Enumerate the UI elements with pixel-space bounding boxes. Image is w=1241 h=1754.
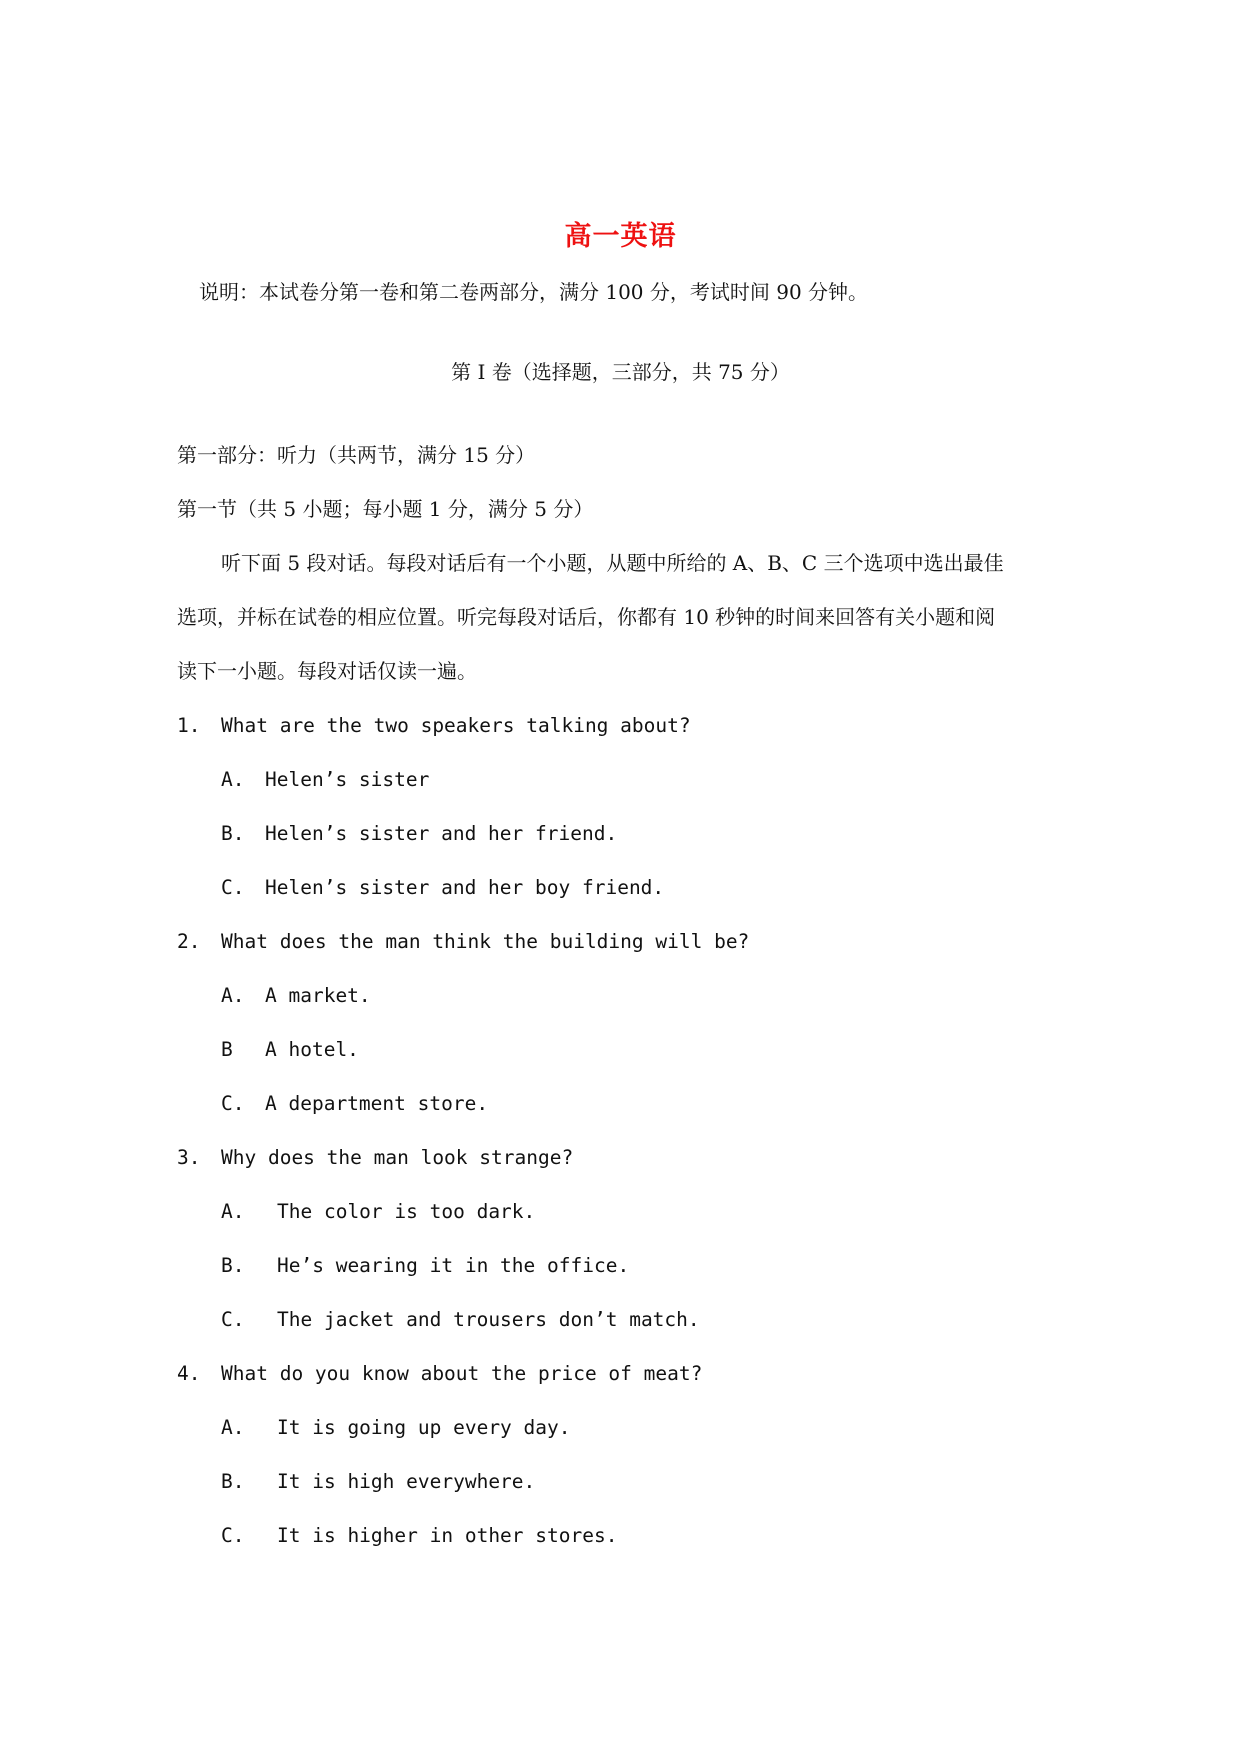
option-text: The jacket and trousers don’t match. — [277, 1308, 700, 1331]
option-3c — [221, 1307, 700, 1333]
option-label: C. — [221, 1092, 245, 1115]
option-2c — [221, 1091, 489, 1117]
option-label: B. — [221, 822, 245, 845]
option-2a — [221, 983, 371, 1009]
question-number: 1. — [177, 714, 201, 737]
option-3b — [221, 1253, 630, 1279]
option-label: A. — [221, 1200, 245, 1223]
question-1 — [177, 713, 691, 739]
question-4 — [177, 1361, 703, 1387]
option-label: C. — [221, 876, 245, 899]
exam-intro: 说明：本试卷分第一卷和第二卷两部分，满分 100 分，考试时间 90 分钟。 — [199, 280, 869, 304]
option-label: B. — [221, 1470, 245, 1493]
option-text: Helen’s sister and her friend. — [265, 822, 618, 845]
option-text: Helen’s sister — [265, 768, 430, 791]
instruction-line: 听下面 5 段对话。每段对话后有一个小题，从题中所给的 A、B、C 三个选项中选出最佳 — [221, 551, 1004, 575]
part-heading: 第一部分：听力（共两节，满分 15 分） — [177, 443, 536, 467]
option-label: B. — [221, 1254, 245, 1277]
option-2b — [221, 1037, 359, 1063]
section-heading: 第一节（共 5 小题；每小题 1 分，满分 5 分） — [177, 497, 594, 521]
option-text: A market. — [265, 984, 371, 1007]
instruction-line: 读下一小题。每段对话仅读一遍。 — [177, 659, 477, 683]
option-label: B — [221, 1038, 233, 1061]
option-label: C. — [221, 1308, 245, 1331]
option-text: He’s wearing it in the office. — [277, 1254, 630, 1277]
option-4c — [221, 1523, 618, 1549]
option-4b — [221, 1469, 536, 1495]
option-label: A. — [221, 768, 245, 791]
question-3 — [177, 1145, 574, 1171]
option-1b — [221, 821, 618, 847]
option-4a — [221, 1415, 571, 1441]
option-text: The color is too dark. — [277, 1200, 536, 1223]
question-text: Why does the man look strange? — [221, 1146, 574, 1169]
instruction-line: 选项，并标在试卷的相应位置。听完每段对话后，你都有 10 秒钟的时间来回答有关小题和阅 — [177, 605, 996, 629]
option-text: It is higher in other stores. — [277, 1524, 618, 1547]
option-text: A department store. — [265, 1092, 489, 1115]
option-1a — [221, 767, 430, 793]
option-3a — [221, 1199, 536, 1225]
question-number: 3. — [177, 1146, 201, 1169]
page-title: 高一英语 — [564, 221, 677, 252]
question-text: What are the two speakers talking about? — [221, 714, 691, 737]
option-1c — [221, 875, 665, 901]
option-text: It is going up every day. — [277, 1416, 571, 1439]
option-label: A. — [221, 1416, 245, 1439]
question-number: 2. — [177, 930, 201, 953]
question-number: 4. — [177, 1362, 201, 1385]
option-text: It is high everywhere. — [277, 1470, 536, 1493]
option-label: A. — [221, 984, 245, 1007]
question-text: What does the man think the building will be? — [221, 930, 750, 953]
question-2 — [177, 929, 750, 955]
option-text: A hotel. — [265, 1038, 359, 1061]
option-label: C. — [221, 1524, 245, 1547]
question-text: What do you know about the price of meat? — [221, 1362, 703, 1385]
volume-heading: 第 I 卷（选择题，三部分，共 75 分） — [451, 360, 790, 384]
option-text: Helen’s sister and her boy friend. — [265, 876, 665, 899]
